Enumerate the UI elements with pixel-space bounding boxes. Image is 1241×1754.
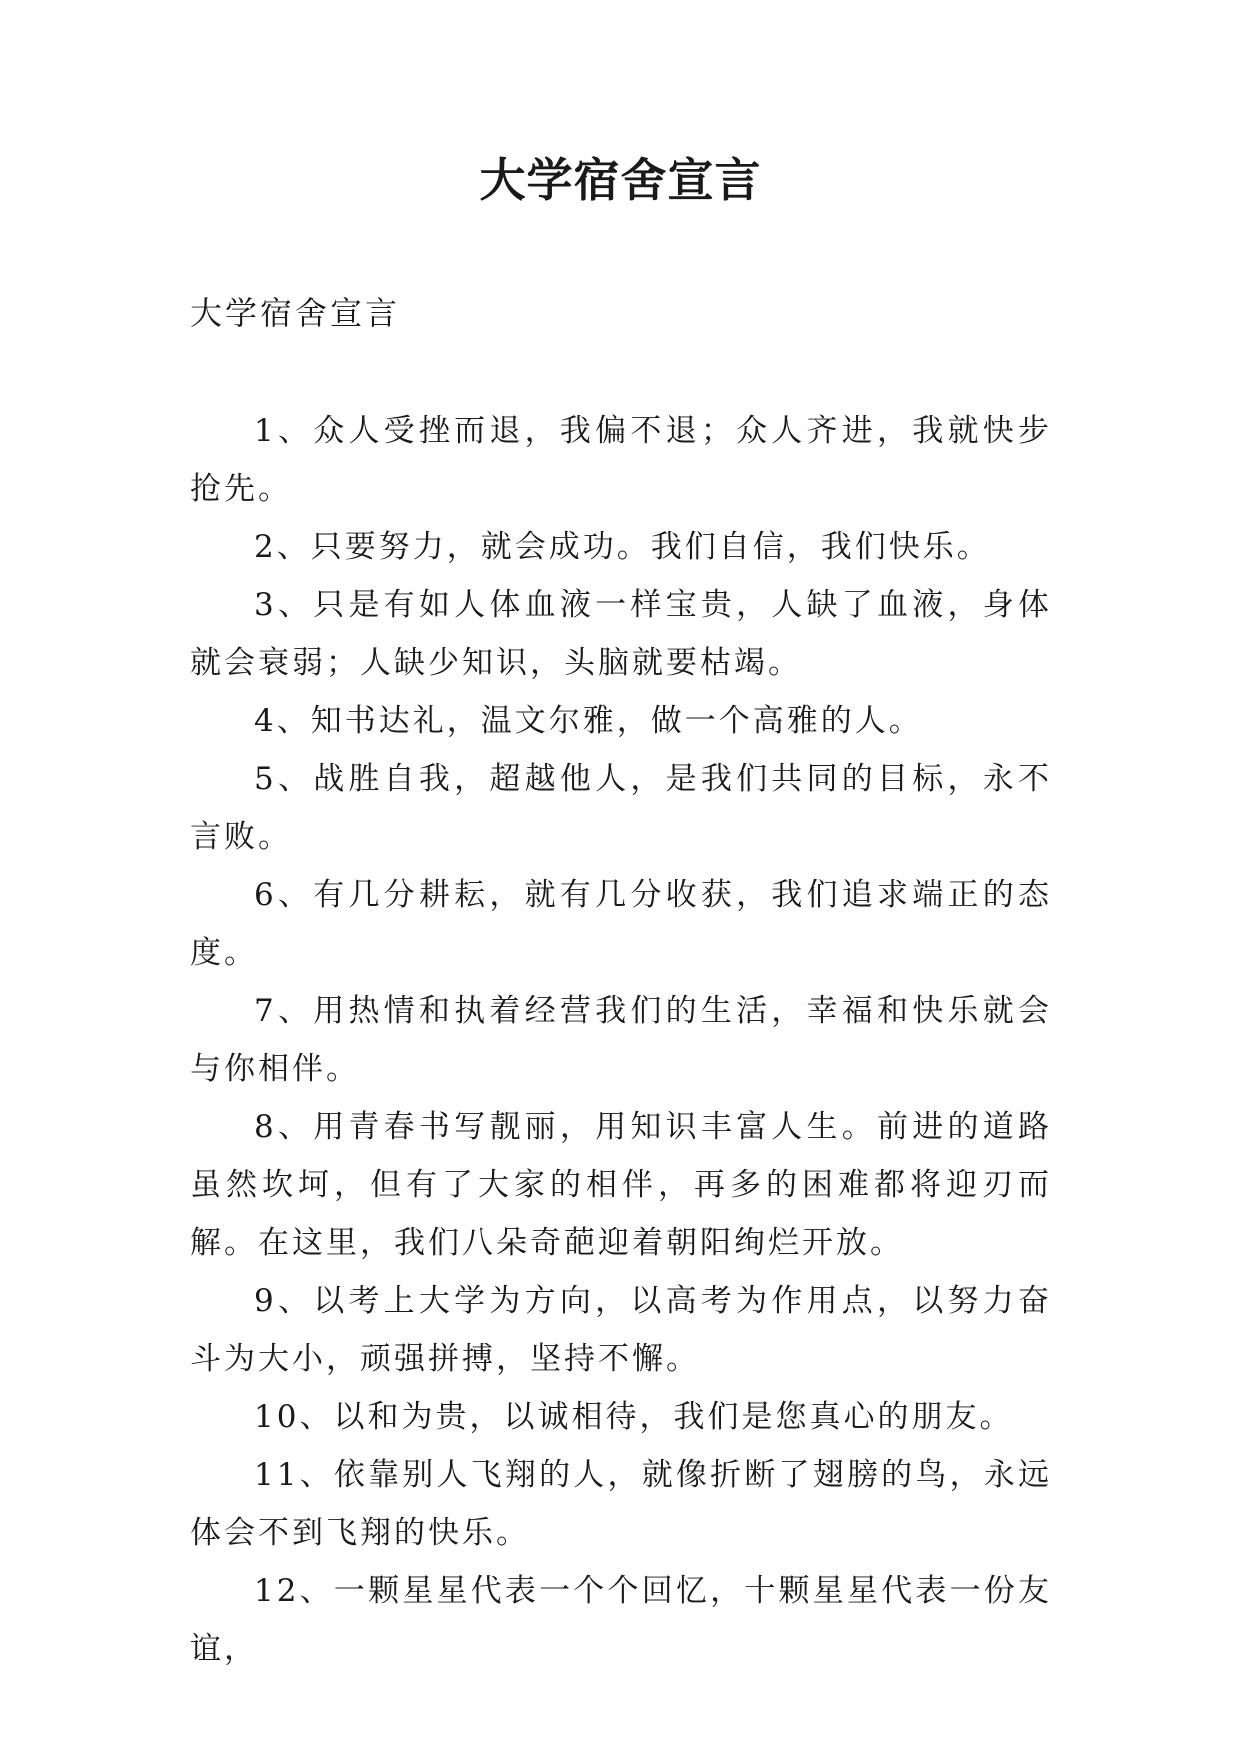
declaration-item-6: 6、有几分耕耘，就有几分收获，我们追求端正的态度。: [190, 877, 1052, 971]
declaration-item-7: 7、用热情和执着经营我们的生活，幸福和快乐就会与你相伴。: [190, 993, 1052, 1087]
declaration-item-1: 1、众人受挫而退，我偏不退；众人齐进，我就快步抢先。: [190, 413, 1052, 507]
declaration-item-8: 8、用青春书写靓丽，用知识丰富人生。前进的道路虽然坎坷，但有了大家的相伴，再多的困难都将迎刃而解。在这里，我们八朵奇葩迎着朝阳绚烂开放。: [190, 1109, 1052, 1261]
declaration-item-2: 2、只要努力，就会成功。我们自信，我们快乐。: [254, 529, 991, 565]
declaration-item-10: 10、以和为贵，以诚相待，我们是您真心的朋友。: [254, 1399, 1014, 1435]
declaration-item-9: 9、以考上大学为方向，以高考为作用点，以努力奋斗为大小，顽强拼搏，坚持不懈。: [190, 1283, 1052, 1377]
document-title: 大学宿舍宣言: [479, 153, 762, 207]
declaration-item-11: 11、依靠别人飞翔的人，就像折断了翅膀的鸟，永远体会不到飞翔的快乐。: [190, 1457, 1052, 1551]
declaration-item-3: 3、只是有如人体血液一样宝贵，人缺了血液，身体就会衰弱；人缺少知识，头脑就要枯竭。: [190, 587, 1052, 681]
declaration-item-4: 4、知书达礼，温文尔雅，做一个高雅的人。: [254, 703, 923, 739]
declaration-item-5: 5、战胜自我，超越他人，是我们共同的目标，永不言败。: [190, 761, 1052, 855]
declaration-item-12: 12、一颗星星代表一个个回忆，十颗星星代表一份友谊，: [190, 1573, 1052, 1667]
document-body: [190, 402, 1052, 1678]
document-subtitle: 大学宿舍宣言: [190, 294, 401, 332]
